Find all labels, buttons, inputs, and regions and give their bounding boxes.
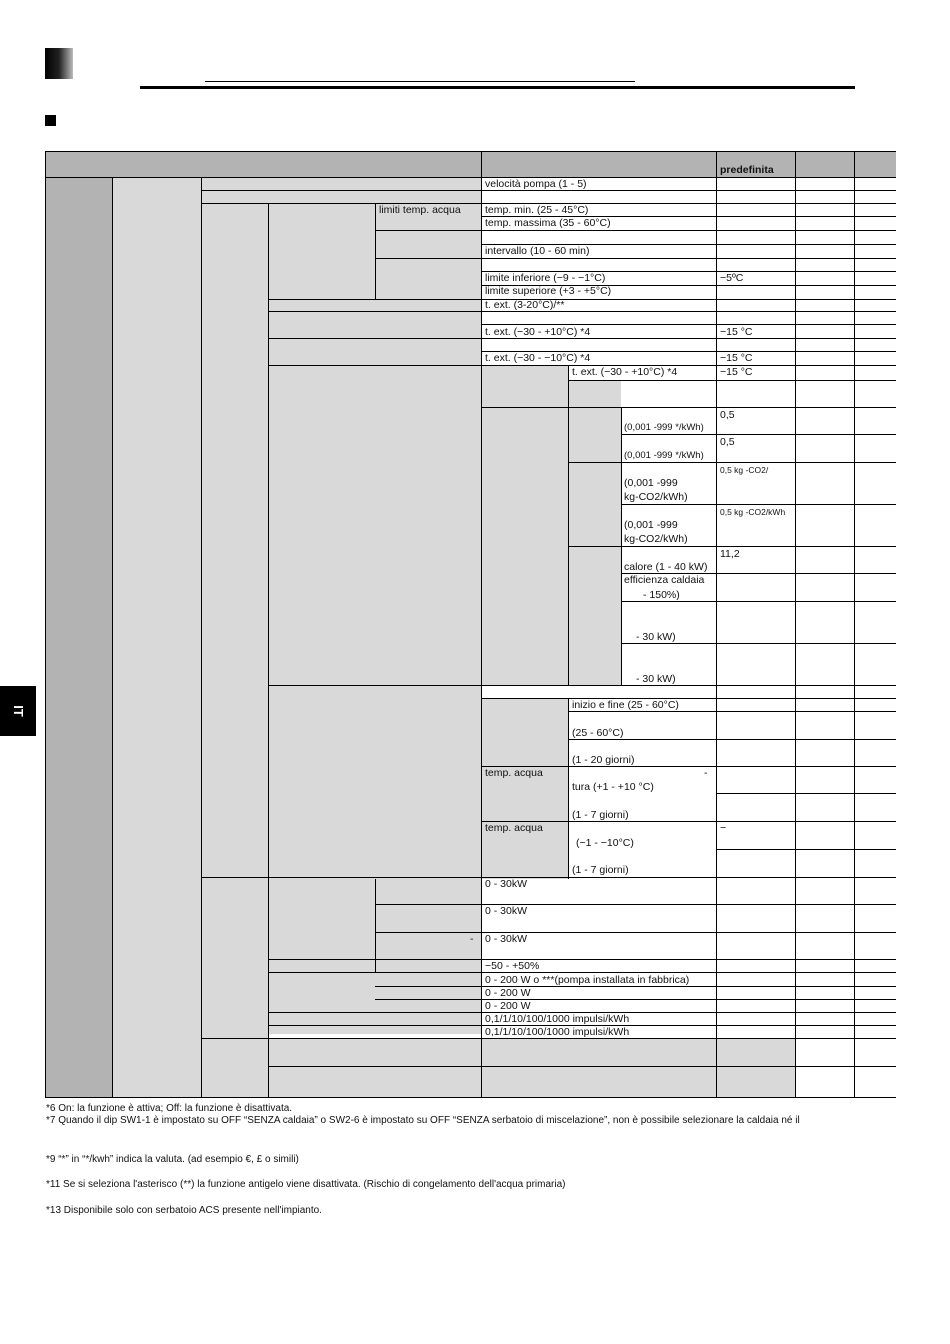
- cell-text-30-m10: t. ext. (−30 - −10°C) *4: [485, 352, 591, 364]
- header-rule-thin: [205, 81, 635, 82]
- cell-water-temp-1: temp. acqua: [485, 767, 543, 779]
- vline-375-a: [375, 203, 376, 299]
- hline: [621, 643, 896, 644]
- cell-interval: intervallo (10 - 60 min): [485, 245, 590, 257]
- hline: [375, 258, 896, 259]
- level5-block-c: [481, 698, 568, 879]
- cell-w200c: 0 - 200 W: [485, 1000, 531, 1012]
- cell-temp-max: temp. massima (35 - 60°C): [485, 217, 611, 229]
- cell-co2-range-2a: (0,001 -999: [624, 519, 678, 531]
- cell-kw30-a: - 30 kW): [636, 631, 676, 643]
- cell-boiler-eff: efficienza caldaia: [624, 574, 705, 586]
- cell-imp-b: 0,1/1/10/100/1000 impulsi/kWh: [485, 1026, 630, 1038]
- section-bullet-icon: [45, 115, 56, 126]
- level3-column: [201, 203, 268, 1097]
- cell-w200a: 0 - 200 W o ***(pompa installata in fabbrica): [485, 974, 690, 986]
- cell-dash-1: -: [704, 767, 708, 779]
- cell-heat-range: calore (1 - 40 kW): [624, 561, 708, 573]
- vline-854: [854, 151, 855, 1097]
- header-bottom: [45, 177, 896, 178]
- header-default-label: predefinita: [720, 164, 774, 176]
- cell-co2-default-1: 0,5 kg -CO2/: [720, 465, 769, 475]
- hline: [201, 1038, 896, 1039]
- hline: [201, 190, 896, 191]
- vline-716: [716, 151, 717, 1097]
- cell-imp-a: 0,1/1/10/100/1000 impulsi/kWh: [485, 1013, 630, 1025]
- hline: [268, 299, 896, 300]
- cell-kw30-b: - 30 kW): [636, 673, 676, 685]
- footnote-9: *9 “*” in “*/kwh” indica la valuta. (ad esempio €, £ o simili): [46, 1154, 299, 1165]
- hline: [268, 1066, 896, 1067]
- hline: [621, 504, 896, 505]
- hline: [568, 462, 896, 463]
- hline: [481, 698, 896, 699]
- cell-price-default-1: 0,5: [720, 409, 735, 421]
- cell-text-30-10b: t. ext. (−30 - +10°C) *4: [572, 366, 678, 378]
- level4-block-b: [268, 299, 481, 879]
- hline: [375, 932, 896, 933]
- cell-price-range-1: (0,001 -999 */kWh): [624, 422, 704, 433]
- level6-block-b: [568, 380, 621, 685]
- cell-co2-range-1b: kg-CO2/kWh): [624, 491, 688, 503]
- hline: [375, 986, 896, 987]
- hline: [568, 711, 896, 712]
- cell-price-range-2: (0,001 -999 */kWh): [624, 450, 704, 461]
- cell-heat-default: 11,2: [720, 548, 740, 560]
- cell-pct: −50 - +50%: [485, 960, 540, 972]
- footnote-7: *7 Quando il dip SW1-1 è impostato su OFF “SENZA caldaia” o SW2-6 è impostato su OFF “SENZA serbatoio di miscelazione”, non è possibile selezionare la caldaia né il: [46, 1115, 800, 1126]
- footnote-11: *11 Se si seleziona l'asterisco (**) la funzione antigelo viene disattivata. (Rischio di congelamento dell'acqua primaria): [46, 1179, 566, 1190]
- table-border-top: [45, 151, 896, 152]
- vline-568-a: [568, 365, 569, 685]
- cell-days-1-7b: (1 - 7 giorni): [572, 864, 629, 876]
- vline-568-b: [568, 698, 569, 879]
- cell-lower-limit-default: −5ºC: [720, 272, 744, 284]
- cell-temp-min: temp. min. (25 - 45°C): [485, 204, 589, 216]
- cell-range-m1-m10: (−1 - −10°C): [576, 837, 634, 849]
- hline: [621, 434, 896, 435]
- hline: [481, 766, 896, 767]
- language-side-tab-label: IT: [11, 705, 26, 717]
- header-rule-thick: [140, 86, 855, 89]
- cell-kw-0-30a: 0 - 30kW: [485, 878, 528, 890]
- cell-boiler-eff-range: - 150%): [643, 589, 680, 601]
- hline: [481, 324, 896, 325]
- level5-block-b: [481, 365, 568, 685]
- hline: [568, 739, 896, 740]
- cell-text-30-10b-default: −15 °C: [720, 366, 753, 378]
- table-border-bottom: [45, 1097, 896, 1098]
- cell-co2-range-2b: kg-CO2/kWh): [624, 533, 688, 545]
- vline-112: [112, 177, 113, 1097]
- cell-text-30-10a-default: −15 °C: [720, 326, 753, 338]
- footnote-13: *13 Disponibile solo con serbatoio ACS presente nell'impianto.: [46, 1205, 322, 1216]
- cell-w200b: 0 - 200 W: [485, 987, 531, 999]
- hline: [621, 601, 896, 602]
- cell-lower-limit: limite inferiore (−9 - −1°C): [485, 272, 606, 284]
- cell-upper-limit: limite superiore (+3 - +5°C): [485, 285, 612, 297]
- level2-column: [112, 177, 201, 1097]
- hline: [268, 311, 896, 312]
- hline: [201, 877, 896, 878]
- cell-dash-2: −: [720, 822, 727, 834]
- hline: [568, 546, 896, 547]
- cell-co2-range-1a: (0,001 -999: [624, 477, 678, 489]
- level4-block-a: [268, 203, 375, 299]
- cell-tura: tura (+1 - +10 °C): [572, 781, 654, 793]
- hline: [568, 380, 896, 381]
- cell-text-30-m10-default: −15 °C: [720, 352, 753, 364]
- level1-column: [45, 177, 112, 1097]
- hline: [716, 793, 896, 794]
- cell-water-temp-2: temp. acqua: [485, 822, 543, 834]
- hline: [268, 959, 896, 960]
- level5-block-a: [375, 203, 481, 299]
- cell-text-3-20: t. ext. (3-20°C)/**: [485, 299, 565, 311]
- cell-price-default-2: 0,5: [720, 436, 735, 448]
- hline: [716, 849, 896, 850]
- cell-co2-default-2: 0,5 kg -CO2/kWh: [720, 507, 786, 517]
- vline-795: [795, 151, 796, 1097]
- hline: [481, 821, 896, 822]
- cell-dash-3: -: [470, 933, 474, 945]
- footnote-6: *6 On: la funzione è attiva; Off: la funzione è disattivata.: [46, 1103, 293, 1114]
- hline: [375, 999, 896, 1000]
- cell-range-25-60: (25 - 60°C): [572, 727, 624, 739]
- hline: [268, 972, 896, 973]
- hline: [375, 904, 896, 905]
- cell-water-temp-limits: limiti temp. acqua: [379, 204, 461, 216]
- vline-201: [201, 177, 202, 1097]
- hline: [481, 407, 896, 408]
- hline: [375, 230, 896, 231]
- table-border-left: [45, 151, 46, 1097]
- vline-481: [481, 151, 482, 1097]
- header-block-icon: [45, 48, 73, 79]
- cell-text-30-10a: t. ext. (−30 - +10°C) *4: [485, 326, 591, 338]
- cell-kw-0-30b: 0 - 30kW: [485, 905, 528, 917]
- cell-kw-0-30c: 0 - 30kW: [485, 933, 528, 945]
- cell-days-1-7a: (1 - 7 giorni): [572, 809, 629, 821]
- cell-start-end: inizio e fine (25 - 60°C): [572, 699, 679, 711]
- cell-days-1-20: (1 - 20 giorni): [572, 754, 635, 766]
- hline: [268, 338, 896, 339]
- hline: [268, 685, 896, 686]
- cell-pump-speed: velocità pompa (1 - 5): [485, 178, 587, 190]
